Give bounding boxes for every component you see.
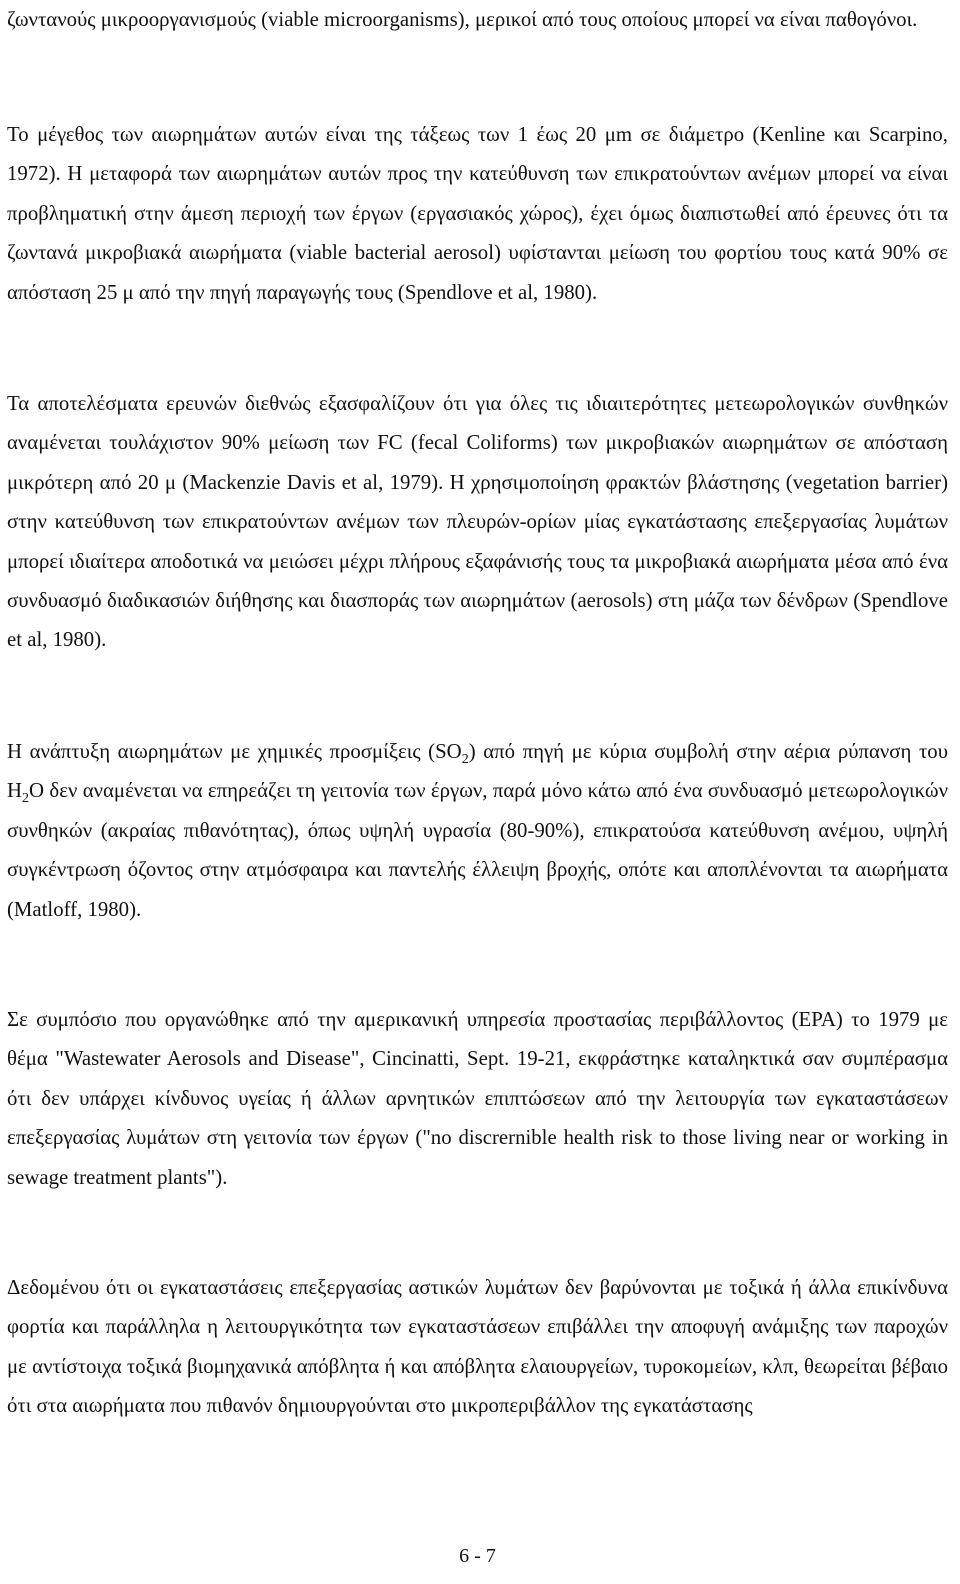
text-line: διασποράς των αιωρημάτων (aerosols) στη μάζα των δένδρων (Spendlove et al, 1980). <box>7 589 948 652</box>
subscript: 2 <box>461 752 469 767</box>
text-line: Τα αποτελέσματα ερευνών διεθνώς εξασφαλίζουν ότι για όλες τις ιδιαιτερότητες <box>7 392 707 415</box>
text-line: Σε συμπόσιο που οργανώθηκε από την αμερικανική υπηρεσία προστασίας περιβάλλοντος <box>7 1008 784 1031</box>
text-line: (Matloff, 1980). <box>7 897 142 921</box>
text-line: Το μέγεθος των αιωρημάτων αυτών είναι της τάξεως των 1 έως 20 μm σε διάμετρο <box>7 123 745 146</box>
paragraph-1 <box>7 0 948 39</box>
text-line: τους τα μικροβιακά αιωρήματα μέσα από ένα συνδυασμό διαδικασιών διήθησης και <box>7 549 948 613</box>
text-line: επεξεργασίας λυμάτων μπορεί ιδιαίτερα αποδοτικά να μειώσει μέχρι πλήρους εξαφάνισής <box>7 510 949 573</box>
text-line: υγρασία (80-90%), επικρατούσα κατεύθυνση ανέμου, υψηλή συγκέντρωση όζοντος στην <box>7 818 948 882</box>
text-line: Coliforms) των μικροβιακών αιωρημάτων σε απόσταση μικρότερη από 20 μ (Mackenzie <box>7 431 948 494</box>
text-line: ζωντανούς μικροοργανισμούς (viable microorganisms), μερικοί από τους οποίους μπορεί <box>7 8 750 31</box>
text-line: (Kenline και Scarpino, 1972). Η μεταφορά των αιωρημάτων αυτών προς την κατεύθυνση <box>7 123 948 186</box>
text-segment: O δεν αναμένεται να επηρεάζει τη γειτονία των έργων, παρά μόνο <box>29 779 583 803</box>
document-page <box>7 0 948 1584</box>
paragraph-6 <box>7 1268 948 1426</box>
text-line: αιωρήματα που πιθανόν δημιουργούνται στο μικροπεριβάλλον της εγκατάστασης <box>72 1394 753 1418</box>
text-line: (εργασιακός χώρος), έχει όμως διαπιστωθεί από έρευνες ότι τα ζωντανά μικροβιακά <box>7 201 948 265</box>
text-segment: ) από πηγή με κύρια συμβολή στην <box>468 740 777 763</box>
text-line: Δεδομένου ότι οι εγκαταστάσεις επεξεργασίας αστικών λυμάτων δεν βαρύνονται με τοξικά <box>7 1276 785 1299</box>
text-line: αρνητικών επιπτώσεων από την λειτουργία των εγκαταστάσεων επεξεργασίας λυμάτων <box>7 1086 948 1150</box>
paragraph-3 <box>7 384 948 660</box>
text-line: μετεωρολογικών συνθηκών αναμένεται τουλάχιστον 90% μείωση των FC (fecal <box>7 392 948 455</box>
text-line: να είναι παθογόνοι. <box>754 8 918 31</box>
text-line: απόσταση 25 μ από την πηγή παραγωγής τους (Spendlove et al, 1980). <box>7 280 598 304</box>
text-line: εκφράστηκε καταληκτικά σαν συμπέρασμα ότι δεν υπάρχει κίνδυνος υγείας ή άλλων <box>7 1047 948 1110</box>
text-line: αιωρήματα (viable bacterial aerosol) υφίστανται μείωση του φορτίου τους κατά 90% σε <box>189 241 948 265</box>
text-line: sewage treatment plants"). <box>7 1165 228 1189</box>
text-line: ατμόσφαιρα και παντελής έλλειψη βροχής, οπότε και αποπλένονται τα αιωρήματα <box>246 858 948 882</box>
text-line: ή άλλα επικίνδυνα φορτία και παράλληλα η λειτουργικότητα των εγκαταστάσεων <box>7 1276 948 1339</box>
paragraph-4 <box>7 732 948 929</box>
text-line: Davis et al, 1979). Η χρησιμοποίηση φρακτών βλάστησης (vegetation barrier) στην <box>7 470 948 534</box>
text-line: επιβάλλει την αποφυγή ανάμιξης των παροχών με αντίστοιχα τοξικά βιομηχανικά <box>7 1315 948 1378</box>
text-segment: αέρια ρύπανση του H <box>7 740 949 803</box>
subscript: 2 <box>22 791 30 807</box>
text-line: (EPA) το 1979 με θέμα "Wastewater Aerosols and Disease", Cincinatti, Sept. 19-21, <box>7 1008 948 1071</box>
text-line: κάτω από ένα συνδυασμό μετεωρολογικών συνθηκών (ακραίας πιθανότητας), όπως υψηλή <box>7 779 948 842</box>
text-segment: Η ανάπτυξη αιωρημάτων με χημικές προσμίξεις (SO <box>7 740 462 763</box>
text-line: κατεύθυνση των επικρατούντων ανέμων των πλευρών-ορίων μίας εγκατάστασης <box>54 510 747 534</box>
paragraph-5 <box>7 1000 948 1197</box>
paragraph-2 <box>7 115 948 312</box>
text-line: των επικρατούντων ανέμων μπορεί να είναι προβληματική στην άμεση περιοχή των έργων <box>7 162 949 225</box>
text-line <box>7 740 777 767</box>
text-line: στη γειτονία των έργων ("no discrernible health risk to those living near or working in <box>206 1126 948 1150</box>
text-line: απόβλητα ή και απόβλητα ελαιουργείων, τυροκομείων, κλπ, θεωρείται βέβαιο ότι στα <box>7 1354 948 1418</box>
page-number: 6 - 7 <box>459 1545 496 1567</box>
